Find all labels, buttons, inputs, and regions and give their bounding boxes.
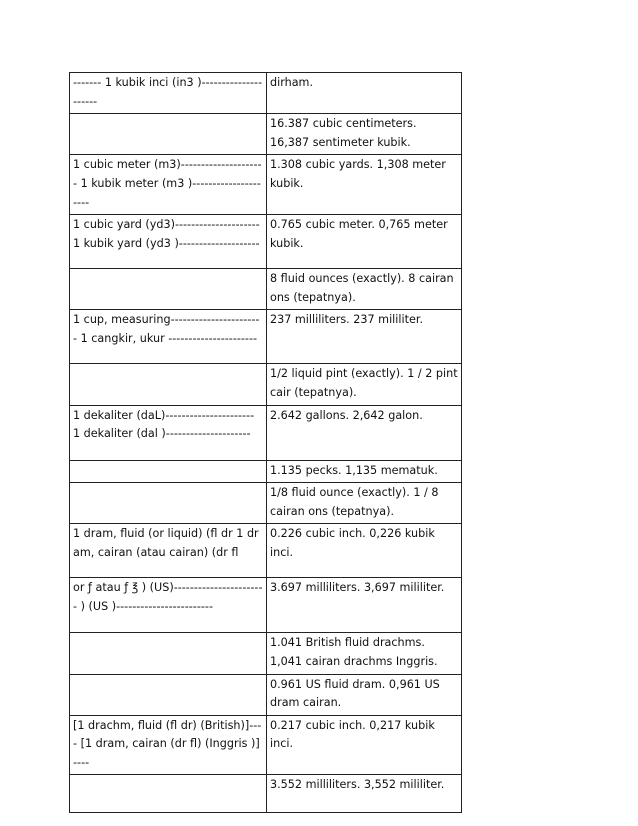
unit-cell <box>70 674 267 715</box>
unit-cell <box>70 775 267 813</box>
value-cell: 16.387 cubic centimeters. 16,387 sentimeter kubik. <box>267 114 462 155</box>
table-row <box>70 483 462 524</box>
unit-cell <box>70 114 267 155</box>
table-row <box>70 524 462 578</box>
table-row <box>70 460 462 483</box>
value-cell: 3.552 milliliters. 3,552 mililiter. <box>267 775 462 813</box>
table-row <box>70 405 462 460</box>
table-row <box>70 269 462 310</box>
unit-cell <box>70 460 267 483</box>
table-row <box>70 155 462 215</box>
table-row <box>70 633 462 674</box>
unit-cell <box>70 364 267 405</box>
table-row <box>70 310 462 364</box>
table-row <box>70 364 462 405</box>
value-cell: 0.226 cubic inch. 0,226 kubik inci. <box>267 524 462 578</box>
unit-cell: [1 drachm, fluid (fl dr) (British)]---- [1 dram, cairan (dr fl) (Inggris )]---- <box>70 715 267 775</box>
unit-cell: 1 cup, measuring----------------------- 1 cangkir, ukur ---------------------- <box>70 310 267 364</box>
table-row <box>70 578 462 633</box>
value-cell: 3.697 milliliters. 3,697 mililiter. <box>267 578 462 633</box>
unit-cell <box>70 269 267 310</box>
unit-cell: 1 cubic yard (yd3)--------------------- 1 kubik yard (yd3 )-------------------- <box>70 215 267 269</box>
value-cell: 1.308 cubic yards. 1,308 meter kubik. <box>267 155 462 215</box>
unit-cell: ------- 1 kubik inci (in3 )--------------------- <box>70 73 267 114</box>
table-row <box>70 674 462 715</box>
value-cell: 0.765 cubic meter. 0,765 meter kubik. <box>267 215 462 269</box>
unit-cell: 1 cubic meter (m3)--------------------- 1 kubik meter (m3 )--------------------- <box>70 155 267 215</box>
unit-cell: or ƒ atau ƒ ℥ ) (US)----------------------- ) (US )------------------------ <box>70 578 267 633</box>
table-row <box>70 73 462 114</box>
value-cell: 1.041 British fluid drachms. 1,041 cairan drachms Inggris. <box>267 633 462 674</box>
value-cell: 0.217 cubic inch. 0,217 kubik inci. <box>267 715 462 775</box>
table-row <box>70 775 462 813</box>
unit-cell <box>70 633 267 674</box>
unit-cell <box>70 483 267 524</box>
table-row <box>70 715 462 775</box>
table-row <box>70 215 462 269</box>
value-cell: 0.961 US fluid dram. 0,961 US dram cairan. <box>267 674 462 715</box>
unit-cell: 1 dram, fluid (or liquid) (fl dr 1 dram, cairan (atau cairan) (dr fl <box>70 524 267 578</box>
value-cell: 2.642 gallons. 2,642 galon. <box>267 405 462 460</box>
value-cell: 1.135 pecks. 1,135 mematuk. <box>267 460 462 483</box>
value-cell: 1/8 fluid ounce (exactly). 1 / 8 cairan ons (tepatnya). <box>267 483 462 524</box>
unit-cell: 1 dekaliter (daL)---------------------- 1 dekaliter (dal )--------------------- <box>70 405 267 460</box>
value-cell: 1/2 liquid pint (exactly). 1 / 2 pint cair (tepatnya). <box>267 364 462 405</box>
table-row <box>70 114 462 155</box>
value-cell: dirham. <box>267 73 462 114</box>
conversion-table <box>69 72 462 813</box>
value-cell: 8 fluid ounces (exactly). 8 cairan ons (tepatnya). <box>267 269 462 310</box>
value-cell: 237 milliliters. 237 mililiter. <box>267 310 462 364</box>
